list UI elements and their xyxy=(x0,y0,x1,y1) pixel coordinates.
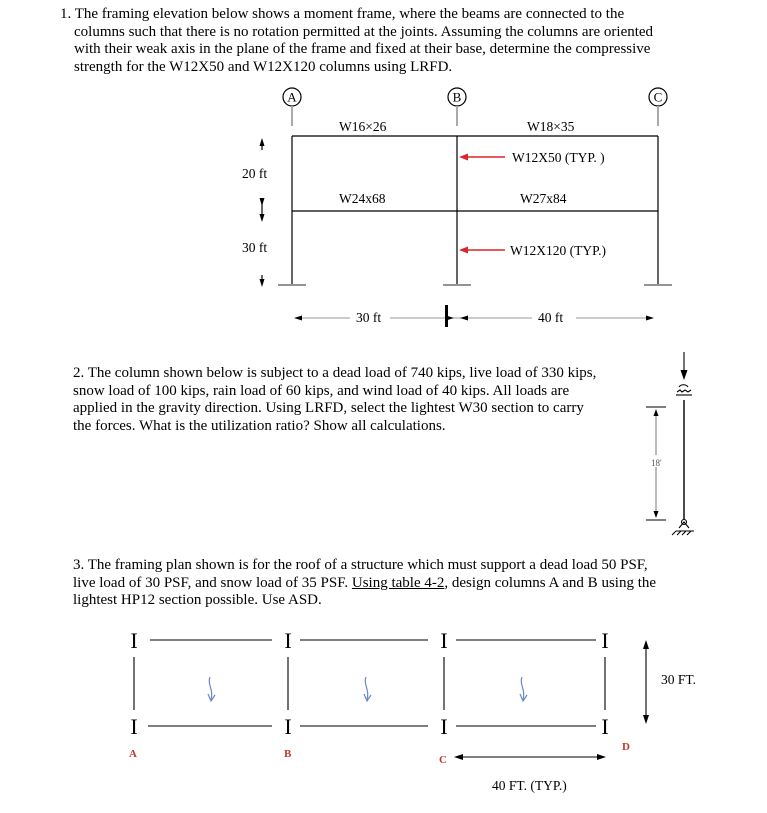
table-4-2-reference: Using table 4-2 xyxy=(351,574,445,591)
p2-line-4: the forces. What is the utilization ratio? Show all calculations. xyxy=(73,417,446,434)
beam-label-mid-right: W27x84 xyxy=(520,191,567,206)
p3-line-1: 3. The framing plan shown is for the roof of a structure which must support a dead load 50 PSF, xyxy=(73,557,648,573)
column-symbol-c-bottom: I xyxy=(440,714,448,739)
column-symbol-d-bottom: I xyxy=(601,714,609,739)
p3-line-2-end: , design columns A and B using the xyxy=(444,574,657,591)
p3-line-2 xyxy=(73,575,656,593)
beam-label-mid-left: W24x68 xyxy=(339,191,386,206)
column-height-label: 18' xyxy=(651,458,662,468)
column-symbol-a-bottom: I xyxy=(130,714,138,739)
p3-line-2-start: live load of 30 PSF, and snow load of 35 PSF. xyxy=(73,574,352,591)
plan-label-d: D xyxy=(622,741,630,753)
plan-depth-label: 30 FT. xyxy=(661,672,697,687)
plan-label-b: B xyxy=(284,748,292,760)
p1-line-4: strength for the W12X50 and W12X120 columns using LRFD. xyxy=(74,58,453,75)
column-label-lower: W12X120 (TYP.) xyxy=(510,243,606,258)
pinned-column-figure xyxy=(646,352,694,535)
span-label-left: 30 ft xyxy=(356,310,382,325)
column-symbol-a-top: I xyxy=(130,628,138,653)
plan-bay-label: 40 FT. (TYP.) xyxy=(492,778,567,793)
p2-line-1: 2. The column shown below is subject to a dead load of 740 kips, live load of 330 kips, xyxy=(73,365,597,381)
column-symbol-c-top: I xyxy=(440,628,448,653)
problem-2-text xyxy=(73,365,596,435)
p1-line-3: with their weak axis in the plane of the frame and fixed at their base, determine the compressive xyxy=(74,41,651,57)
p2-line-2: snow load of 100 kips, rain load of 60 kips, and wind load of 40 kips. All loads are xyxy=(73,382,570,399)
beam-label-top-left: W16×26 xyxy=(339,119,387,134)
grid-label-c: C xyxy=(653,89,663,105)
span-label-right: 40 ft xyxy=(538,310,564,325)
grid-label-a: A xyxy=(287,89,297,105)
p2-line-3: applied in the gravity direction. Using LRFD, select the lightest W30 section to carry xyxy=(73,400,584,416)
problem-3-text xyxy=(73,557,656,610)
column-symbol-d-top: I xyxy=(601,628,609,653)
plan-label-c: C xyxy=(439,754,447,766)
beam-label-top-right: W18×35 xyxy=(527,119,575,134)
grid-label-b: B xyxy=(452,89,462,105)
column-symbol-b-bottom: I xyxy=(284,714,292,739)
column-symbol-b-top: I xyxy=(284,628,292,653)
column-label-upper: W12X50 (TYP. ) xyxy=(512,150,605,165)
p1-line-2: columns such that there is no rotation permitted at the joints. Assuming the columns are oriented xyxy=(74,23,654,40)
height-label-lower: 30 ft xyxy=(242,240,268,255)
p1-line-1: 1. The framing elevation below shows a moment frame, where the beams are connected to the xyxy=(60,6,625,22)
plan-label-a: A xyxy=(129,748,137,760)
height-label-upper: 20 ft xyxy=(242,166,268,181)
p3-line-3: lightest HP12 section possible. Use ASD. xyxy=(73,592,322,608)
